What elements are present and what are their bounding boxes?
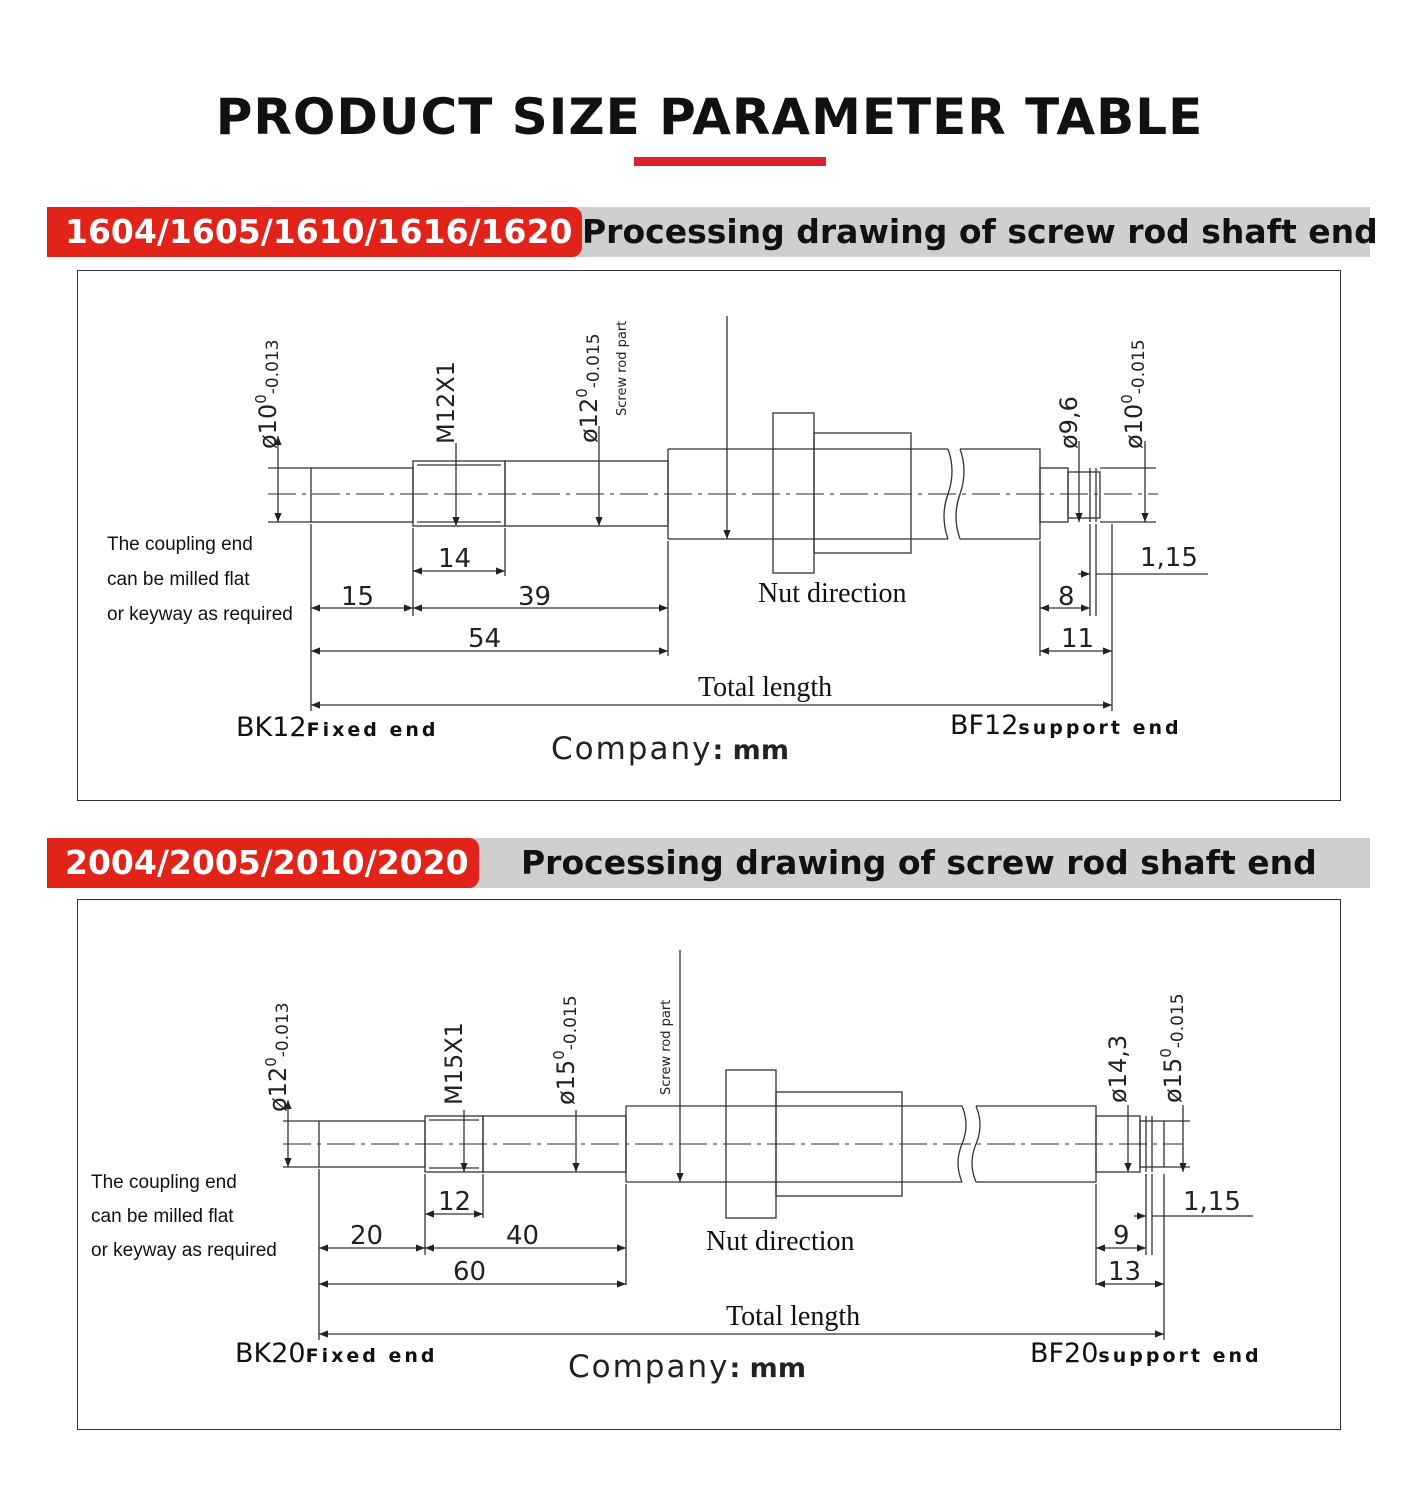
support-journal [1040, 468, 1068, 522]
dim-1-15: 1,15 [1183, 1187, 1241, 1217]
dim-54: 54 [468, 624, 502, 654]
section-header-1 [47, 207, 1378, 257]
screw-rod-note: Screw rod part [615, 320, 630, 416]
fixed-end-label: BK12Fixed end [236, 712, 439, 743]
dim-11: 11 [1061, 624, 1095, 654]
section-caption-1: Processing drawing of screw rod shaft end [582, 212, 1378, 251]
coupling-note-line-2: can be milled flat [107, 569, 250, 590]
title-underline [634, 157, 826, 166]
coupling-note-line-1: The coupling end [91, 1172, 237, 1193]
diam-rod-label: $ø15^0_{-0.015}$ [550, 995, 581, 1105]
model-tag-2: 2004/2005/2010/2020 [47, 838, 479, 888]
unit-label: Company: mm [568, 1349, 806, 1385]
nut-direction-label: Nut direction [706, 1226, 855, 1257]
dim-60: 60 [453, 1257, 487, 1287]
screw-rod-note: Screw rod part [659, 999, 674, 1095]
bearing-journal [311, 468, 413, 522]
dim-1-15: 1,15 [1140, 543, 1198, 573]
unit-label: Company: mm [551, 731, 789, 767]
clip-groove [1068, 472, 1100, 518]
dim-13: 13 [1108, 1257, 1142, 1287]
diam-right-label: $ø10^0_{-0.015}$ [1118, 339, 1149, 449]
model-tag-1: 1604/1605/1610/1616/1620 [47, 207, 582, 257]
dim-40: 40 [506, 1221, 540, 1251]
drawing-panel-1 [77, 270, 1341, 801]
coupling-note-line-2: can be milled flat [91, 1206, 234, 1227]
dim-9: 9 [1113, 1221, 1130, 1251]
shaft-drawing-2 [78, 900, 1340, 1429]
dim-15: 15 [341, 582, 375, 612]
coupling-note-line-3: or keyway as required [91, 1240, 277, 1261]
dim-20: 20 [350, 1221, 384, 1251]
support-end-label: BF20support end [1030, 1338, 1262, 1369]
diam-left-label: $ø10^0_{-0.013}$ [252, 339, 283, 449]
diam-rod-label: $ø12^0_{-0.015}$ [573, 333, 604, 443]
support-end-label: BF12support end [950, 710, 1182, 741]
drawing-panel-2 [77, 899, 1341, 1430]
shaft-drawing-1 [78, 271, 1340, 800]
total-length-label: Total length [726, 1301, 861, 1332]
dim-39: 39 [518, 582, 552, 612]
total-length-label: Total length [698, 672, 833, 703]
dim-8: 8 [1058, 582, 1075, 612]
thread-label: M15X1 [440, 1022, 468, 1105]
nut-flange [773, 413, 814, 573]
nut-direction-label: Nut direction [758, 578, 907, 609]
dim-12: 12 [438, 1187, 472, 1217]
diam-small-label: ø9,6 [1055, 396, 1083, 449]
diam-left-label: $ø12^0_{-0.013}$ [262, 1002, 293, 1112]
coupling-note-line-3: or keyway as required [107, 604, 293, 625]
thread-label: M12X1 [432, 361, 460, 444]
section-caption-2: Processing drawing of screw rod shaft end [521, 843, 1317, 882]
page-title: PRODUCT SIZE PARAMETER TABLE [215, 88, 1204, 146]
diam-right-label: $ø15^0_{-0.015}$ [1157, 993, 1188, 1103]
diam-small-label: ø14,3 [1104, 1034, 1132, 1103]
nut-body [814, 433, 911, 553]
coupling-note-line-1: The coupling end [107, 534, 253, 555]
dim-14: 14 [438, 544, 472, 574]
fixed-end-label: BK20Fixed end [235, 1338, 438, 1369]
section-header-2 [47, 838, 1370, 888]
